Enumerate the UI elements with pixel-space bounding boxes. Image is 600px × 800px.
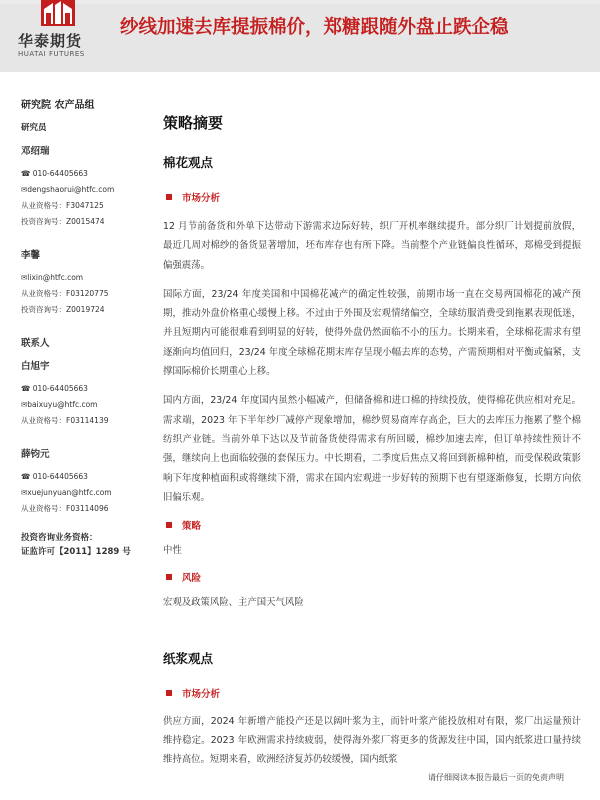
role-label: 研究员 [21, 123, 47, 133]
contact-name: 薛钧元 [21, 449, 50, 460]
cotton-paragraph: 国内方面，23/24 年度国内虽然小幅减产，但储备棉和进口棉的持续投放，使得棉花供应相对充足。需求端，2023 年下半年纱厂减停产现象增加，棉纱贸易商库存高企，巨大的去库压力拖累了整个棉纺织产业链。当前外单下达以及节前备货使得需求有所回暖，棉纱加速去库，但订单持续性预计不强，继续向上也面临较强的套保压力。中长期看，二季度后焦点又将回到新棉种植，而受保税政策影响下年度种植面积或将继续下滑，需求在国内宏观进一步好转的预期下也有望逐渐修复，长期方向依旧偏乐观。 [163, 395, 581, 503]
company-logo [18, 0, 108, 66]
cotton-section-title: 棉花观点 [163, 155, 214, 170]
contact-qualification: 从业资格号：F03114139 [21, 416, 109, 425]
email-icon: ✉ [21, 488, 28, 497]
contact-phone: ☎ 010-64405663 [21, 384, 88, 393]
cotton-risk-text: 宏观及政策风险、主产国天气风险 [163, 597, 304, 609]
main-content [163, 112, 581, 770]
logo-chinese-name: 华泰期货 [18, 32, 83, 50]
researcher-email[interactable]: ✉dengshaorui@htfc.com [21, 185, 115, 194]
cotton-risk-heading: 风险 [163, 570, 581, 584]
email-icon: ✉ [21, 185, 28, 194]
phone-icon: ☎ [21, 384, 33, 393]
strategy-summary-title: 策略摘要 [163, 114, 224, 132]
cotton-strategy-text: 中性 [163, 545, 182, 557]
license-label: 投资咨询业务资格： [21, 533, 98, 543]
report-header [0, 0, 600, 72]
researcher-name: 邓绍瑞 [21, 146, 50, 157]
cotton-strategy-heading: 策略 [163, 518, 581, 532]
phone-icon: ☎ [21, 169, 33, 178]
researcher-email[interactable]: ✉lixin@htfc.com [21, 273, 84, 282]
cotton-paragraph: 国际方面，23/24 年度美国和中国棉花减产的确定性较强，前期市场一直在交易两国棉花的减产预期，推动外盘价格重心缓慢上移。不过由于外围及宏观情绪偏空，全球纺服消费受到拖累表现低迷，并且短期内可能很难看到明显的好转，使得外盘仍然面临不小的压力。长期来看，全球棉花需求有望逐渐向均值回归，23/24 年度全球棉花期末库存呈现小幅去库的态势，产需预期相对平衡或偏紧，支撑国际棉价长期重心上移。 [163, 288, 581, 378]
bullet-square-icon [166, 690, 172, 696]
phone-icon: ☎ [21, 472, 33, 481]
email-icon: ✉ [21, 273, 28, 282]
contact-title: 联系人 [21, 338, 50, 349]
bullet-square-icon [166, 522, 172, 528]
researcher-qualification: 从业资格号：F3047125 [21, 201, 104, 210]
researcher-consult-number: 投资咨询号：Z0015474 [21, 217, 105, 226]
researcher-name: 李馨 [21, 250, 41, 261]
contact-name: 白旭宇 [21, 361, 50, 372]
license-info [21, 531, 151, 559]
contact-email[interactable]: ✉baixuyu@htfc.com [21, 400, 98, 409]
contact-email[interactable]: ✉xuejunyuan@htfc.com [21, 488, 112, 497]
researcher-phone: ☎ 010-64405663 [21, 169, 88, 178]
pulp-paragraph: 供应方面，2024 年新增产能投产还是以阔叶浆为主，而针叶浆产能投放相对有限，浆厂出运量预计维持稳定。2023 年欧洲需求持续疲弱，使得海外浆厂将更多的货源发往中国，国内纸浆进口量持续维持高位。短期来看，欧洲经济复苏仍较缓慢，国内纸浆 [163, 715, 581, 766]
pulp-section-title: 纸浆观点 [163, 650, 214, 666]
email-icon: ✉ [21, 400, 28, 409]
department-label: 研究院 农产品组 [21, 100, 95, 111]
pulp-market-analysis-heading: 市场分析 [163, 686, 581, 700]
license-number: 证监许可【2011】1289 号 [21, 547, 131, 557]
disclaimer-footnote: 请仔细阅读本报告最后一页的免责声明 [428, 773, 564, 782]
contact-qualification: 从业资格号：F03114096 [21, 504, 109, 513]
huatai-logo-icon [40, 0, 76, 26]
report-title: 纱线加速去库提振棉价，郑糖跟随外盘止跌企稳 [120, 17, 509, 38]
researcher-qualification: 从业资格号：F03120775 [21, 289, 109, 298]
cotton-market-analysis-heading: 市场分析 [163, 190, 581, 204]
researcher-consult-number: 投资咨询号：Z0019724 [21, 305, 105, 314]
cotton-paragraph: 12 月节前备货和外单下达带动下游需求边际好转，织厂开机率继续提升。部分织厂计划提前放假，最近几周对棉纱的备货显著增加，坯布库存也有所下降。当前整个产业链偏良性循环，郑棉受到提振偏强震荡。 [163, 221, 581, 271]
logo-english-name: HUATAI FUTURES [18, 50, 85, 58]
author-sidebar [21, 96, 151, 559]
bullet-square-icon [166, 574, 172, 580]
contact-phone: ☎ 010-64405663 [21, 472, 88, 481]
bullet-square-icon [166, 194, 172, 200]
